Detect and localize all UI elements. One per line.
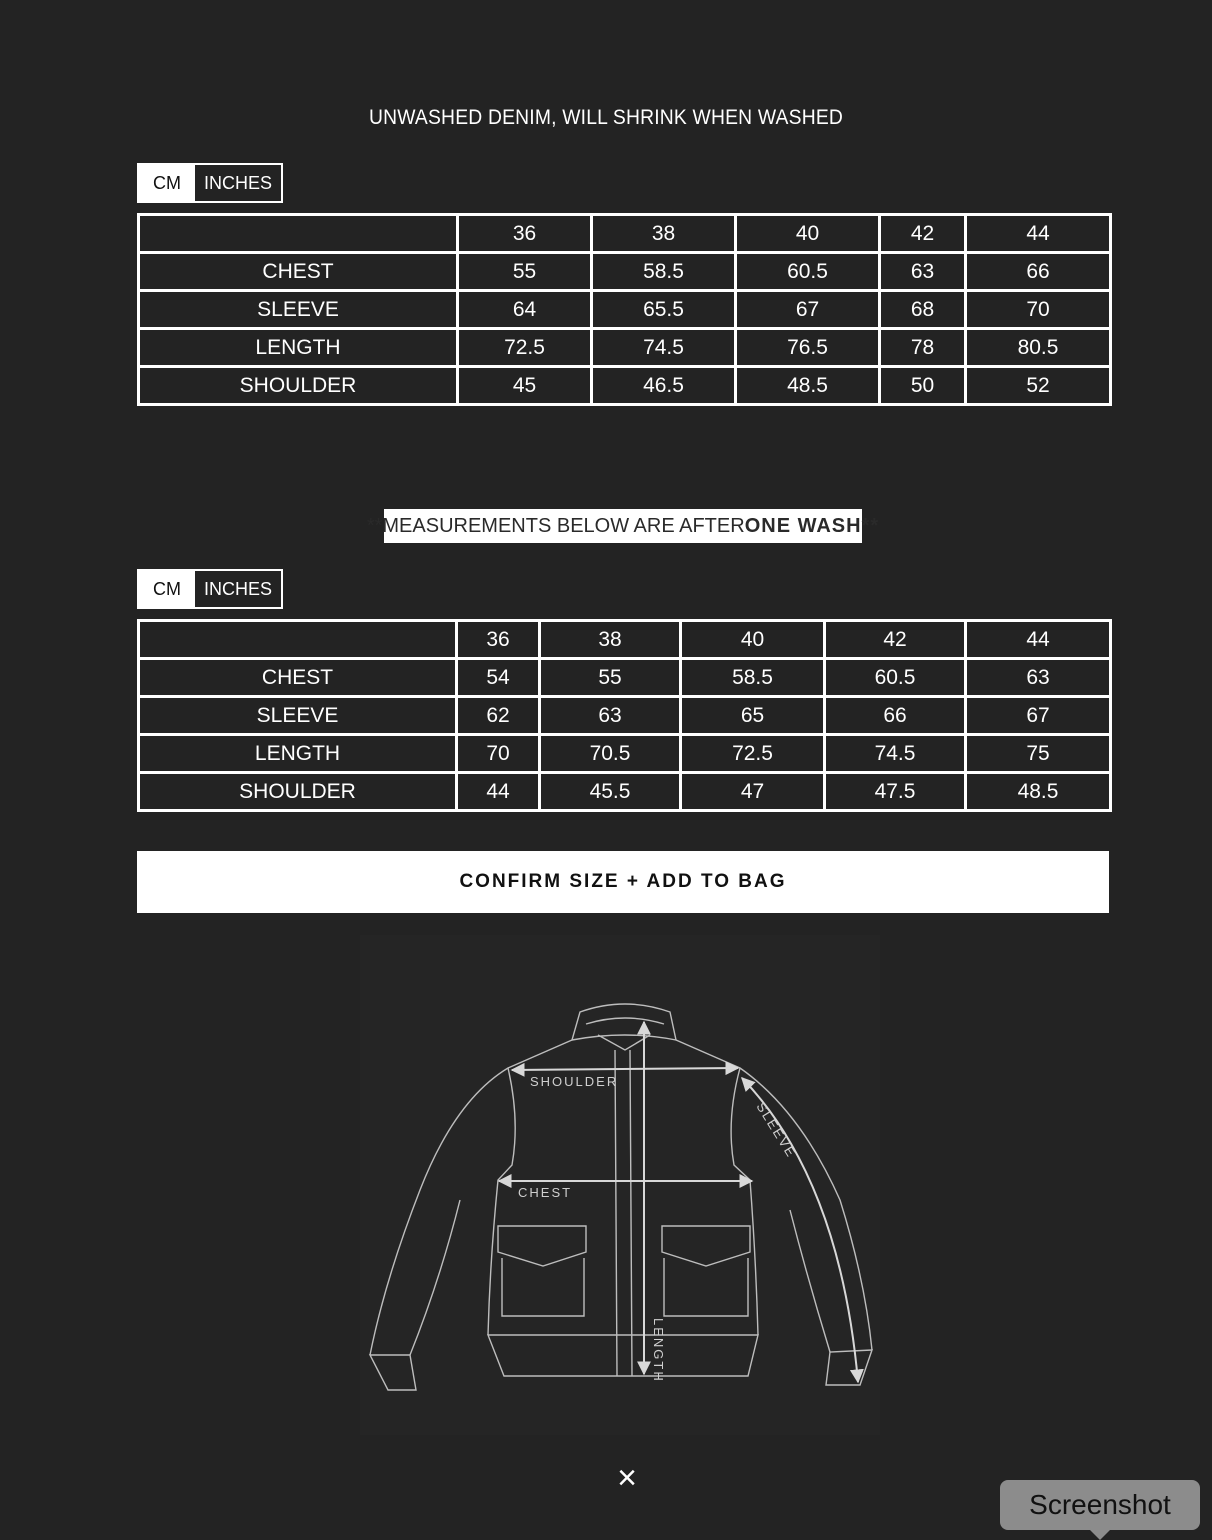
row-label: CHEST — [139, 659, 457, 697]
size-header-row — [139, 621, 1111, 659]
unit-toggle-washed — [137, 569, 283, 609]
unit-inches-button[interactable]: INCHES — [203, 172, 272, 193]
value-cell: 65.5 — [592, 291, 736, 329]
chest-label: CHEST — [518, 1185, 573, 1200]
value-cell: 45 — [458, 367, 592, 405]
unwashed-heading: UNWASHED DENIM, WILL SHRINK WHEN WASHED — [368, 106, 844, 129]
value-cell: 80.5 — [966, 329, 1111, 367]
table-row — [139, 291, 1111, 329]
value-cell: 48.5 — [736, 367, 880, 405]
value-cell: 62 — [457, 697, 540, 735]
close-icon[interactable]: × — [617, 1458, 637, 1497]
value-cell: 55 — [458, 253, 592, 291]
length-label: LENGTH — [651, 1318, 666, 1383]
row-label: LENGTH — [139, 735, 457, 773]
value-cell: 66 — [966, 253, 1111, 291]
value-cell: 52 — [966, 367, 1111, 405]
note-prefix: **MEASUREMENTS BELOW ARE AFTER — [366, 514, 745, 537]
shoulder-label: SHOULDER — [530, 1074, 619, 1089]
size-header-row — [139, 215, 1111, 253]
value-cell: 63 — [966, 659, 1111, 697]
value-cell: 67 — [966, 697, 1111, 735]
table-row — [139, 697, 1111, 735]
unit-cm-button[interactable]: CM — [139, 571, 195, 607]
unit-inches-button[interactable]: INCHES — [203, 578, 272, 599]
unit-cm-button[interactable]: CM — [139, 165, 195, 201]
value-cell: 48.5 — [966, 773, 1111, 811]
size-cell: 42 — [825, 621, 966, 659]
value-cell: 55 — [540, 659, 681, 697]
value-cell: 58.5 — [592, 253, 736, 291]
table-row — [139, 367, 1111, 405]
value-cell: 47 — [681, 773, 825, 811]
confirm-size-add-to-bag-button[interactable]: CONFIRM SIZE + ADD TO BAG — [137, 851, 1109, 913]
size-cell: 38 — [540, 621, 681, 659]
size-table-unwashed — [137, 213, 1112, 406]
table-row — [139, 659, 1111, 697]
row-label: SHOULDER — [139, 773, 457, 811]
sleeve-label: SLEEVE — [753, 1099, 800, 1161]
value-cell: 70 — [457, 735, 540, 773]
value-cell: 74.5 — [592, 329, 736, 367]
value-cell: 68 — [880, 291, 966, 329]
note-bold: ONE WASH — [744, 514, 862, 537]
corner-cell — [139, 215, 458, 253]
value-cell: 63 — [540, 697, 681, 735]
size-cell: 38 — [592, 215, 736, 253]
row-label: CHEST — [139, 253, 458, 291]
size-cell: 42 — [880, 215, 966, 253]
size-table-washed — [137, 619, 1112, 812]
screenshot-tooltip: Screenshot — [1000, 1480, 1200, 1530]
row-label: SLEEVE — [139, 697, 457, 735]
value-cell: 67 — [736, 291, 880, 329]
value-cell: 54 — [457, 659, 540, 697]
value-cell: 60.5 — [825, 659, 966, 697]
size-cell: 40 — [681, 621, 825, 659]
value-cell: 76.5 — [736, 329, 880, 367]
table-row — [139, 773, 1111, 811]
size-cell: 44 — [966, 215, 1111, 253]
value-cell: 74.5 — [825, 735, 966, 773]
row-label: SLEEVE — [139, 291, 458, 329]
row-label: SHOULDER — [139, 367, 458, 405]
size-cell: 36 — [457, 621, 540, 659]
size-cell: 40 — [736, 215, 880, 253]
value-cell: 72.5 — [458, 329, 592, 367]
value-cell: 72.5 — [681, 735, 825, 773]
value-cell: 70 — [966, 291, 1111, 329]
corner-cell — [139, 621, 457, 659]
after-wash-note — [366, 509, 880, 543]
value-cell: 58.5 — [681, 659, 825, 697]
value-cell: 70.5 — [540, 735, 681, 773]
size-cell: 44 — [966, 621, 1111, 659]
value-cell: 60.5 — [736, 253, 880, 291]
value-cell: 75 — [966, 735, 1111, 773]
value-cell: 65 — [681, 697, 825, 735]
value-cell: 47.5 — [825, 773, 966, 811]
table-row — [139, 253, 1111, 291]
value-cell: 46.5 — [592, 367, 736, 405]
jacket-diagram-panel — [360, 935, 880, 1435]
table-row — [139, 735, 1111, 773]
value-cell: 63 — [880, 253, 966, 291]
value-cell: 66 — [825, 697, 966, 735]
table-row — [139, 329, 1111, 367]
value-cell: 50 — [880, 367, 966, 405]
value-cell: 64 — [458, 291, 592, 329]
value-cell: 44 — [457, 773, 540, 811]
value-cell: 45.5 — [540, 773, 681, 811]
size-cell: 36 — [458, 215, 592, 253]
note-suffix: ** — [861, 514, 880, 537]
row-label: LENGTH — [139, 329, 458, 367]
unit-toggle-top — [137, 163, 283, 203]
value-cell: 78 — [880, 329, 966, 367]
